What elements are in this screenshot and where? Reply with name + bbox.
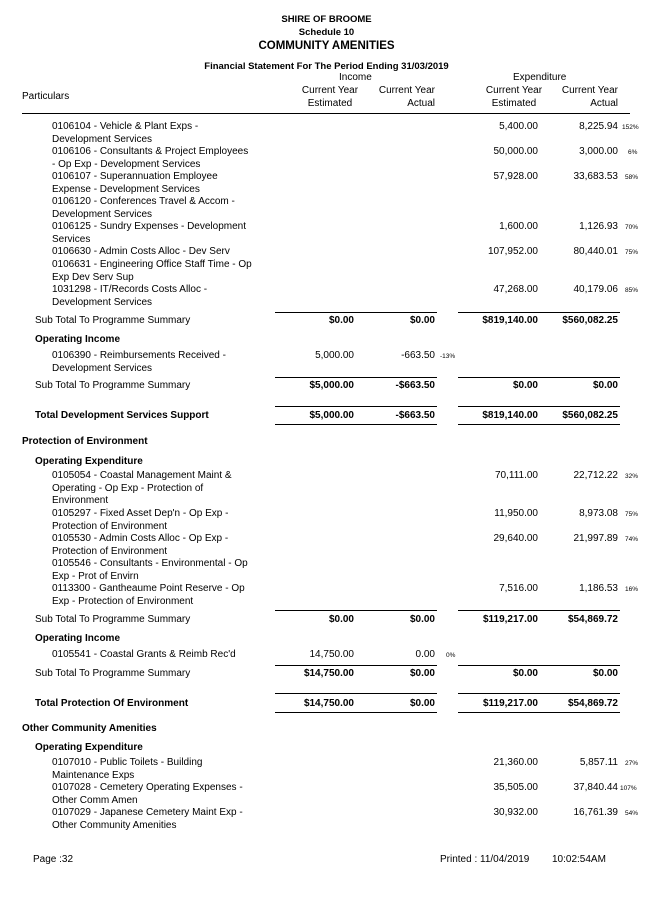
inc-actual: -$663.50 bbox=[395, 380, 435, 391]
rule bbox=[275, 406, 437, 407]
exp-percent: 107% bbox=[620, 785, 637, 792]
col-expenditure-actual: Current Year Actual bbox=[561, 85, 618, 109]
exp-estimated: 5,400.00 bbox=[499, 121, 538, 132]
item-description: 0105297 - Fixed Asset Dep'n - Op Exp - Protection of Environment bbox=[52, 508, 229, 532]
exp-estimated: 70,111.00 bbox=[494, 470, 538, 481]
inc-estimated: $5,000.00 bbox=[309, 380, 354, 391]
rule bbox=[458, 377, 620, 378]
exp-actual: 8,973.08 bbox=[579, 508, 618, 519]
report-subtitle: Financial Statement For The Period Ending 31/03/2019 bbox=[204, 61, 449, 72]
exp-actual: $54,869.72 bbox=[567, 614, 618, 625]
subtotal-label: Sub Total To Programme Summary bbox=[35, 380, 191, 391]
rule bbox=[458, 712, 620, 713]
rule bbox=[458, 665, 620, 666]
item-description: 0106104 - Vehicle & Plant Exps - Development Services bbox=[52, 121, 199, 145]
exp-percent: 6% bbox=[628, 149, 638, 156]
exp-estimated: $819,140.00 bbox=[482, 315, 538, 326]
exp-percent: 27% bbox=[625, 760, 639, 767]
exp-actual: 40,179.06 bbox=[573, 284, 618, 295]
report-title: COMMUNITY AMENITIES bbox=[258, 40, 395, 52]
inc-actual: -663.50 bbox=[401, 350, 435, 361]
section-heading: Other Community Amenities bbox=[22, 723, 157, 734]
inc-actual: $0.00 bbox=[409, 698, 435, 709]
item-description: 0107028 - Cemetery Operating Expenses - Other Comm Amen bbox=[52, 782, 243, 806]
exp-actual: 33,683.53 bbox=[573, 171, 618, 182]
exp-percent: 54% bbox=[625, 810, 639, 817]
exp-actual: 37,840.44 bbox=[573, 782, 618, 793]
inc-actual: 0.00 bbox=[415, 649, 435, 660]
exp-estimated: 21,360.00 bbox=[493, 757, 538, 768]
particulars-label: Particulars bbox=[22, 91, 70, 102]
exp-actual: $560,082.25 bbox=[562, 410, 618, 421]
exp-estimated: 57,928.00 bbox=[493, 171, 538, 182]
rule bbox=[458, 610, 620, 611]
exp-actual: $560,082.25 bbox=[562, 315, 618, 326]
org-name: SHIRE OF BROOME bbox=[281, 14, 372, 25]
exp-actual: 8,225.94 bbox=[579, 121, 618, 132]
item-description: 0106106 - Consultants & Project Employees - Op Exp - Development Services bbox=[52, 146, 249, 170]
exp-actual: $0.00 bbox=[592, 380, 618, 391]
exp-estimated: 11,950.00 bbox=[494, 508, 538, 519]
exp-estimated: 47,268.00 bbox=[493, 284, 538, 295]
rule bbox=[458, 424, 620, 425]
inc-estimated: $5,000.00 bbox=[309, 410, 354, 421]
inc-estimated: $14,750.00 bbox=[303, 698, 354, 709]
inc-estimated: 14,750.00 bbox=[309, 649, 354, 660]
expenditure-label: Expenditure bbox=[513, 72, 567, 83]
subtotal-label: Sub Total To Programme Summary bbox=[35, 315, 191, 326]
exp-actual: 1,126.93 bbox=[579, 221, 618, 232]
inc-estimated: 5,000.00 bbox=[315, 350, 354, 361]
exp-estimated: $119,217.00 bbox=[482, 698, 538, 709]
exp-actual: $0.00 bbox=[592, 668, 618, 679]
exp-estimated: 50,000.00 bbox=[493, 146, 538, 157]
inc-actual: $0.00 bbox=[409, 668, 435, 679]
exp-percent: 152% bbox=[622, 124, 639, 131]
exp-estimated: 107,952.00 bbox=[487, 246, 538, 257]
group-heading: Operating Income bbox=[35, 633, 121, 644]
col-income-actual: Current Year Actual bbox=[378, 85, 435, 109]
exp-estimated: $0.00 bbox=[512, 668, 538, 679]
exp-percent: 75% bbox=[625, 249, 639, 256]
rule bbox=[275, 610, 437, 611]
item-description: 1031298 - IT/Records Costs Alloc - Development Services bbox=[52, 284, 208, 308]
col-expenditure-estimated: Current Year Estimated bbox=[485, 85, 543, 109]
inc-estimated: $0.00 bbox=[328, 315, 354, 326]
rule bbox=[275, 665, 437, 666]
item-description: 0106390 - Reimbursements Received - Development Services bbox=[52, 350, 226, 374]
item-description: 0106107 - Superannuation Employee Expense - Development Services bbox=[52, 171, 218, 195]
item-description: 0107029 - Japanese Cemetery Maint Exp - Other Community Amenities bbox=[52, 807, 243, 831]
rule bbox=[275, 693, 437, 694]
inc-estimated: $0.00 bbox=[328, 614, 354, 625]
rule bbox=[458, 693, 620, 694]
exp-actual: 21,997.89 bbox=[573, 533, 618, 544]
exp-estimated: 35,505.00 bbox=[493, 782, 538, 793]
rule bbox=[275, 377, 437, 378]
printed-date: Printed : 11/04/2019 bbox=[440, 854, 530, 865]
exp-estimated: 7,516.00 bbox=[499, 583, 538, 594]
group-heading: Operating Expenditure bbox=[35, 742, 143, 753]
income-label: Income bbox=[339, 72, 372, 83]
rule bbox=[275, 312, 437, 313]
rule bbox=[275, 424, 437, 425]
inc-percent: 0% bbox=[446, 652, 456, 659]
inc-actual: $0.00 bbox=[409, 614, 435, 625]
exp-percent: 70% bbox=[625, 224, 639, 231]
exp-percent: 85% bbox=[625, 287, 639, 294]
exp-percent: 32% bbox=[625, 473, 639, 480]
exp-percent: 75% bbox=[625, 511, 639, 518]
item-description: 0107010 - Public Toilets - Building Maintenance Exps bbox=[52, 757, 203, 781]
exp-estimated: 1,600.00 bbox=[499, 221, 538, 232]
section-heading: Protection of Environment bbox=[22, 436, 148, 447]
item-description: 0106631 - Engineering Office Staff Time - Op Exp Dev Serv Sup bbox=[52, 259, 252, 283]
subtotal-label: Sub Total To Programme Summary bbox=[35, 668, 191, 679]
item-description: 0105546 - Consultants - Environmental - Op Exp - Prot of Envirn bbox=[52, 558, 248, 582]
inc-estimated: $14,750.00 bbox=[303, 668, 354, 679]
group-heading: Operating Expenditure bbox=[35, 456, 143, 467]
exp-estimated: 29,640.00 bbox=[493, 533, 538, 544]
exp-actual: 80,440.01 bbox=[573, 246, 618, 257]
page-number: Page :32 bbox=[33, 854, 74, 865]
item-description: 0105541 - Coastal Grants & Reimb Rec'd bbox=[52, 649, 236, 660]
subtotal-label: Sub Total To Programme Summary bbox=[35, 614, 191, 625]
exp-actual: 16,761.39 bbox=[573, 807, 618, 818]
exp-actual: 1,186.53 bbox=[579, 583, 618, 594]
item-description: 0106630 - Admin Costs Alloc - Dev Serv bbox=[52, 246, 230, 257]
exp-estimated: 30,932.00 bbox=[493, 807, 538, 818]
exp-percent: 16% bbox=[625, 586, 639, 593]
total-label: Total Protection Of Environment bbox=[35, 698, 189, 709]
group-heading: Operating Income bbox=[35, 334, 121, 345]
inc-percent: -13% bbox=[440, 353, 456, 360]
item-description: 0106125 - Sundry Expenses - Development Services bbox=[52, 221, 247, 245]
rule bbox=[275, 712, 437, 713]
exp-actual: $54,869.72 bbox=[567, 698, 618, 709]
exp-estimated: $119,217.00 bbox=[482, 614, 538, 625]
total-label: Total Development Services Support bbox=[35, 410, 209, 421]
rule bbox=[458, 406, 620, 407]
exp-percent: 74% bbox=[625, 536, 639, 543]
col-income-estimated: Current Year Estimated bbox=[301, 85, 359, 109]
rule bbox=[458, 312, 620, 313]
exp-actual: 5,857.11 bbox=[579, 757, 618, 768]
exp-actual: 3,000.00 bbox=[579, 146, 618, 157]
inc-actual: $0.00 bbox=[409, 315, 435, 326]
item-description: 0105530 - Admin Costs Alloc - Op Exp - Protection of Environment bbox=[52, 533, 229, 557]
exp-estimated: $0.00 bbox=[512, 380, 538, 391]
item-description: 0113300 - Gantheaume Point Reserve - Op Exp - Protection of Environment bbox=[52, 583, 245, 607]
exp-estimated: $819,140.00 bbox=[482, 410, 538, 421]
inc-actual: -$663.50 bbox=[395, 410, 435, 421]
item-description: 0106120 - Conferences Travel & Accom - Development Services bbox=[52, 196, 235, 220]
schedule-label: Schedule 10 bbox=[298, 27, 355, 38]
header-rule bbox=[22, 113, 630, 114]
item-description: 0105054 - Coastal Management Maint & Operating - Op Exp - Protection of Environment bbox=[52, 470, 232, 506]
exp-percent: 58% bbox=[625, 174, 639, 181]
printed-time: 10:02:54AM bbox=[552, 854, 606, 865]
exp-actual: 22,712.22 bbox=[573, 470, 618, 481]
